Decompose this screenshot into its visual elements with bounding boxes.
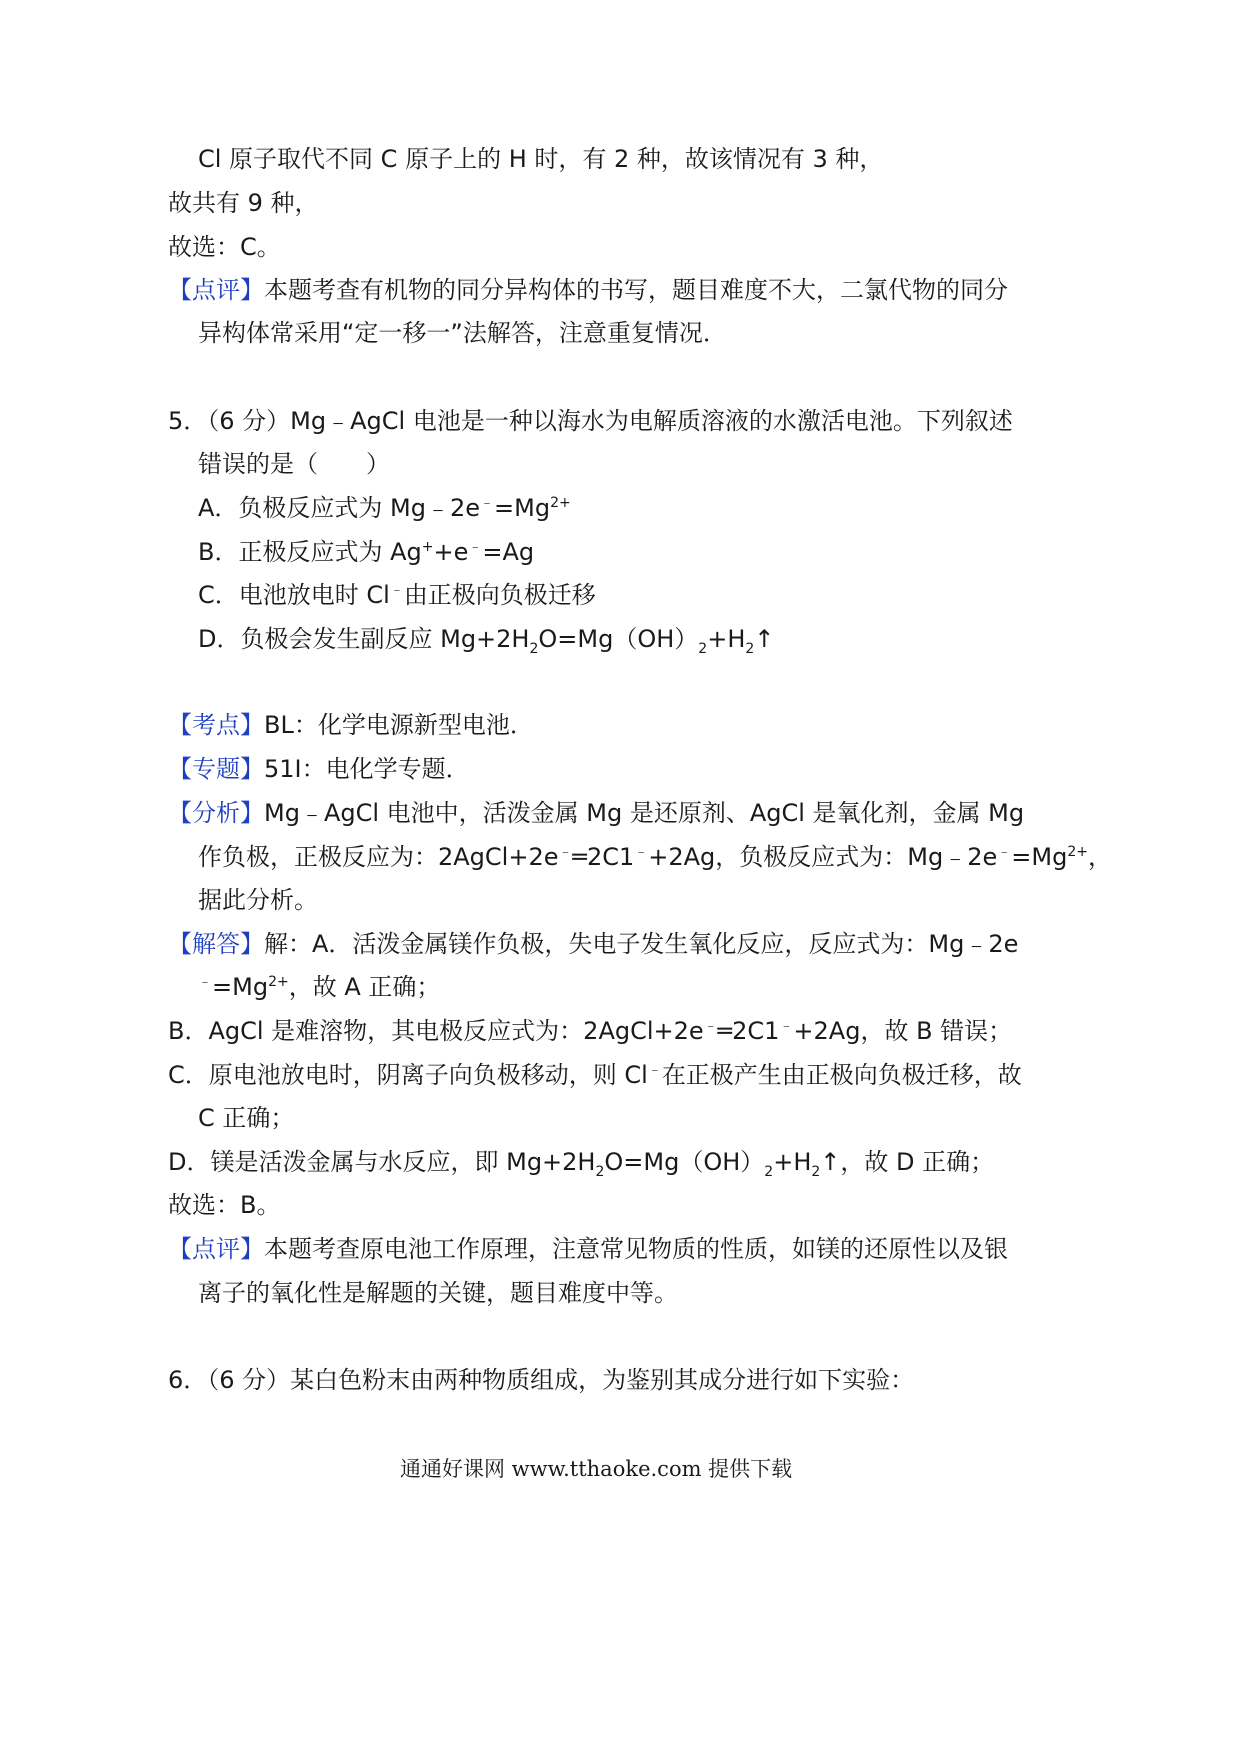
superscript: ﹣ — [647, 1062, 662, 1078]
subscript: 2 — [764, 1163, 774, 1180]
text-line: 故选：C。 — [168, 233, 281, 261]
analysis — [168, 796, 1024, 830]
text-line: Cl 原子取代不同 C 原子上的 H 时，有 2 种，故该情况有 3 种， — [198, 145, 884, 173]
analysis-cont — [198, 840, 1112, 874]
analysis-text: +2Ag，负极反应式为：Mg﹣2e — [648, 843, 998, 871]
superscript: 2+ — [268, 974, 289, 990]
solution-text: ，故 A 正确； — [288, 973, 441, 1001]
solution-text: ═2C1 — [717, 1017, 780, 1045]
analysis-text: Mg﹣AgCl 电池中，活泼金属 Mg 是还原剂、AgCl 是氧化剂，金属 Mg — [264, 799, 1025, 827]
superscript: ﹣ — [468, 539, 483, 555]
superscript: ﹣ — [389, 582, 404, 598]
text-line: 异构体常采用“定一移一”法解答，注意重复情况． — [198, 319, 727, 347]
question-6-title: 6．（6 分）某白色粉末由两种物质组成，为鉴别其成分进行如下实验： — [168, 1366, 915, 1394]
text-line: C 正确； — [198, 1104, 295, 1132]
superscript: 2+ — [550, 495, 571, 511]
text-line: 据此分析。 — [198, 886, 318, 914]
solution-text: +2Ag，故 B 错误； — [793, 1017, 1013, 1045]
topic-text: 51I：电化学专题． — [264, 755, 470, 783]
superscript: ﹣ — [480, 495, 495, 511]
analysis-text: ═2C1 — [572, 843, 635, 871]
option-d — [198, 622, 774, 656]
review-paragraph — [168, 273, 1008, 307]
option-b-text: =Ag — [482, 538, 535, 566]
subscript: 2 — [811, 1163, 821, 1180]
option-b-text: +e — [433, 538, 469, 566]
page-footer: 通通好课网 www.tthaoke.com 提供下载 — [400, 1457, 793, 1481]
solution-tag: 【解答】 — [168, 930, 264, 958]
subscript: 2 — [698, 640, 708, 657]
option-c-text: 由正极向负极迁移 — [403, 581, 596, 609]
solution-text: 解：A．活泼金属镁作负极，失电子发生氧化反应，反应式为：Mg﹣2e — [264, 930, 1019, 958]
topic — [168, 752, 470, 786]
option-b — [198, 535, 534, 569]
superscript: ﹣ — [198, 974, 212, 990]
question-5-title-cont: 错误的是（ ） — [198, 450, 390, 478]
option-a-text: A．负极反应式为 Mg﹣2e — [198, 494, 481, 522]
solution-text: =Mg — [212, 973, 269, 1001]
solution-b — [168, 1014, 1012, 1048]
question-5-title: 5．（6 分）Mg﹣AgCl 电池是一种以海水为电解质溶液的水激活电池。下列叙述 — [168, 407, 1013, 435]
solution-text: O=Mg（OH） — [604, 1148, 765, 1176]
superscript: ﹣ — [634, 844, 649, 860]
solution-text: ↑，故 D 正确； — [820, 1148, 995, 1176]
superscript: ﹣ — [779, 1018, 794, 1034]
option-a — [198, 491, 571, 525]
analysis-text: 作负极，正极反应为：2AgCl+2e — [198, 843, 559, 871]
superscript: + — [421, 539, 434, 555]
solution-d — [168, 1145, 994, 1179]
subscript: 2 — [745, 640, 755, 657]
review-paragraph — [168, 1232, 1008, 1266]
option-c — [198, 578, 596, 612]
option-d-text: D．负极会发生副反应 Mg+2H — [198, 625, 530, 653]
subscript: 2 — [595, 1163, 605, 1180]
analysis-tag: 【分析】 — [168, 799, 264, 827]
exam-point — [168, 708, 534, 742]
solution-text: B．AgCl 是难溶物，其电极反应式为：2AgCl+2e — [168, 1017, 704, 1045]
text-line: 故选：B。 — [168, 1191, 281, 1219]
solution-cont — [198, 970, 440, 1004]
text-line: 故共有 9 种， — [168, 189, 319, 217]
solution-text: +H — [773, 1148, 812, 1176]
solution-text: D．镁是活泼金属与水反应，即 Mg+2H — [168, 1148, 596, 1176]
superscript: ﹣ — [997, 844, 1012, 860]
option-d-text: ↑ — [754, 625, 775, 653]
option-b-text: B．正极反应式为 Ag — [198, 538, 422, 566]
analysis-text: ， — [1087, 843, 1112, 871]
solution-text: 在正极产生由正极向负极迁移，故 — [661, 1061, 1022, 1089]
review-tag: 【点评】 — [168, 1235, 264, 1263]
superscript: 2+ — [1067, 844, 1088, 860]
review-tag: 【点评】 — [168, 276, 264, 304]
review-text: 本题考查有机物的同分异构体的书写，题目难度不大，二氯代物的同分 — [264, 276, 1008, 304]
option-c-text: C．电池放电时 Cl — [198, 581, 390, 609]
review-text: 本题考查原电池工作原理，注意常见物质的性质，如镁的还原性以及银 — [264, 1235, 1008, 1263]
analysis-text: =Mg — [1011, 843, 1068, 871]
superscript: ﹣ — [558, 844, 573, 860]
topic-tag: 【专题】 — [168, 755, 264, 783]
option-d-text: O=Mg（OH） — [538, 625, 699, 653]
option-d-text: +H — [707, 625, 746, 653]
superscript: ﹣ — [703, 1018, 718, 1034]
exam-point-tag: 【考点】 — [168, 711, 264, 739]
exam-point-text: BL：化学电源新型电池． — [264, 711, 534, 739]
text-line: 离子的氧化性是解题的关键，题目难度中等。 — [198, 1279, 678, 1307]
solution — [168, 927, 1018, 961]
solution-text: C．原电池放电时，阴离子向负极移动，则 Cl — [168, 1061, 648, 1089]
solution-c — [168, 1058, 1022, 1092]
option-a-text: =Mg — [494, 494, 551, 522]
subscript: 2 — [529, 640, 539, 657]
